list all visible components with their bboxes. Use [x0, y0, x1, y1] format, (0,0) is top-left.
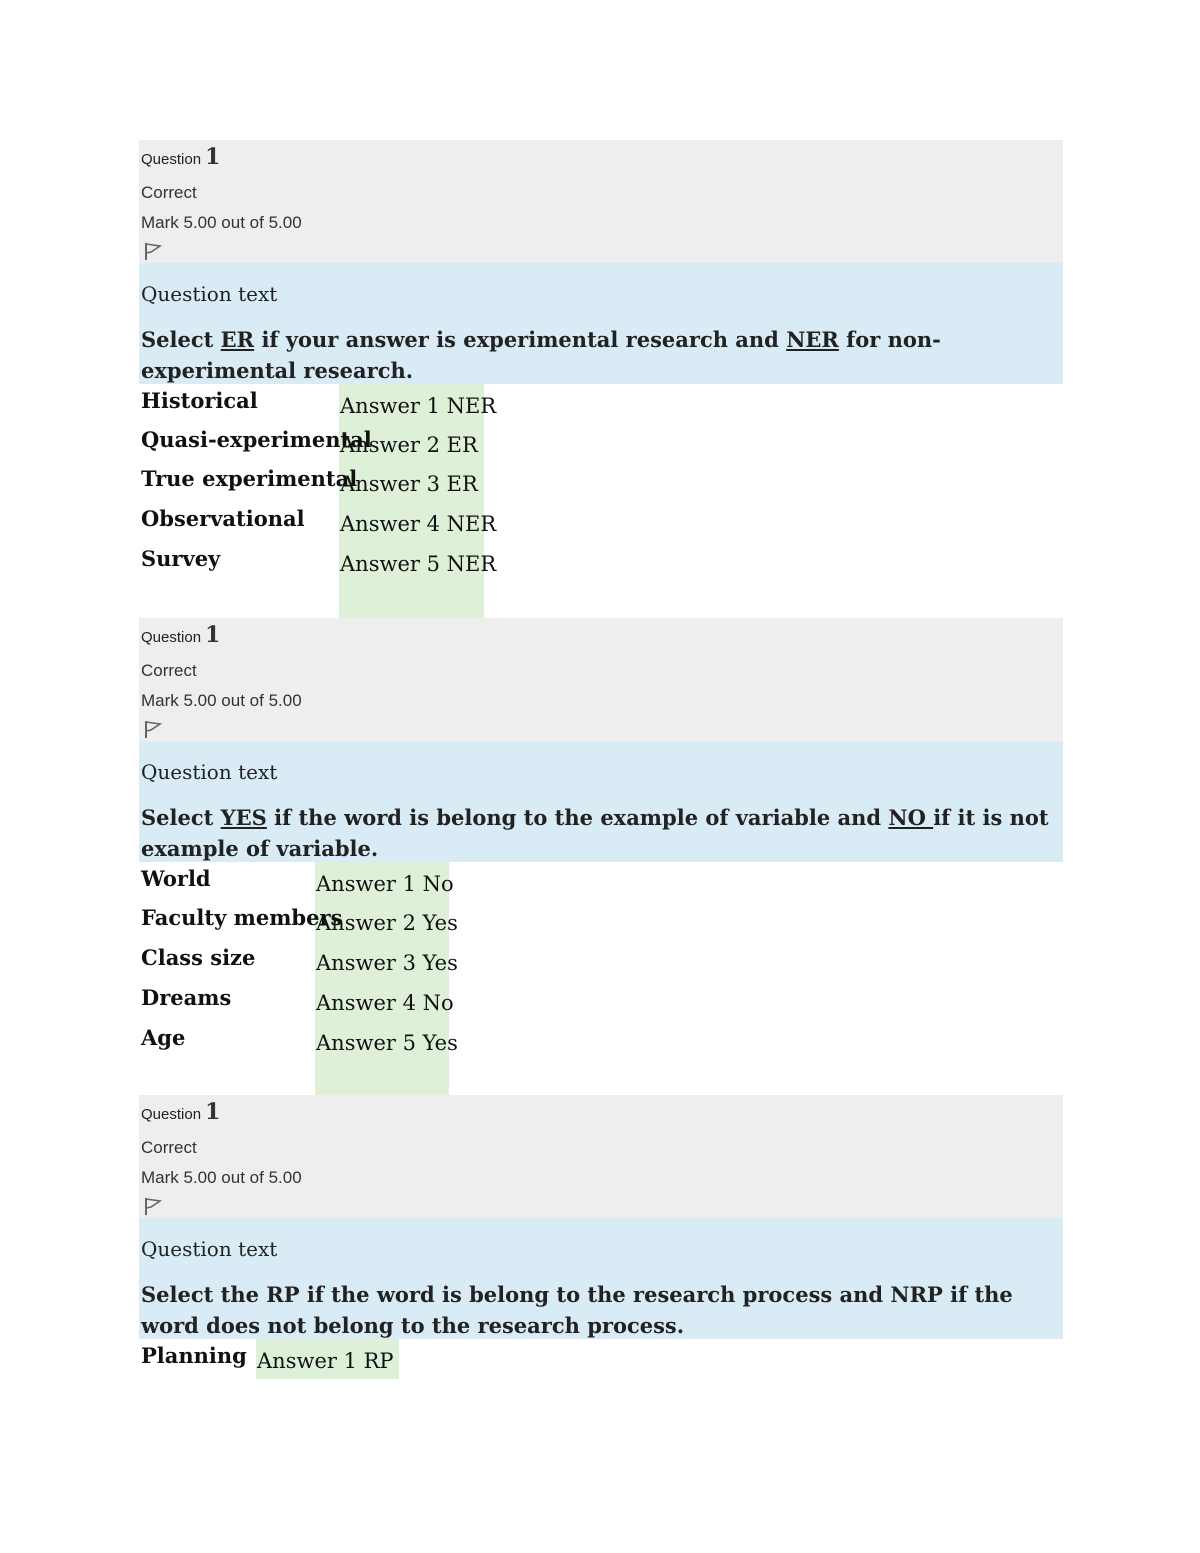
question-number — [141, 622, 220, 648]
flag-icon[interactable] — [143, 719, 163, 739]
answer-rows — [139, 384, 1063, 618]
row-stem: World — [141, 866, 211, 891]
question-grade: Mark 5.00 out of 5.00 — [141, 691, 302, 710]
question-state: Correct — [141, 661, 197, 680]
answer-select[interactable]: Answer 5 NER — [340, 552, 497, 576]
answer-select[interactable]: Answer 1 RP — [257, 1349, 394, 1373]
answer-rows — [139, 862, 1063, 1096]
question-block — [139, 140, 1063, 618]
answer-select[interactable]: Answer 3 Yes — [316, 951, 458, 975]
question-state: Correct — [141, 183, 197, 202]
question-text-label: Question text — [141, 760, 278, 784]
answer-select[interactable]: Answer 2 Yes — [316, 911, 458, 935]
answer-select[interactable]: Answer 4 No — [316, 991, 454, 1015]
prompt-underlined: ER — [220, 327, 255, 352]
question-number — [141, 1099, 220, 1125]
flag-icon[interactable] — [143, 241, 163, 261]
question-grade: Mark 5.00 out of 5.00 — [141, 1168, 302, 1187]
question-state: Correct — [141, 1138, 197, 1157]
question-text-box — [139, 263, 1063, 384]
answer-select[interactable]: Answer 3 ER — [340, 472, 478, 496]
row-stem: Faculty members — [141, 905, 343, 930]
row-stem: Observational — [141, 506, 305, 531]
answer-select[interactable]: Answer 4 NER — [340, 512, 497, 536]
question-text-box — [139, 1218, 1063, 1339]
prompt-part: if the word is belong to the example of variable and — [266, 805, 889, 830]
prompt-part: for non-experimental research. — [141, 327, 941, 383]
question-text-label: Question text — [141, 282, 278, 306]
prompt-part: Select the RP if the word is belong to the research process and NRP if the word does not belong to the research process. — [141, 1282, 1013, 1338]
question-number-value: 1 — [205, 622, 221, 648]
row-stem: Survey — [141, 546, 221, 571]
question-info — [139, 1095, 1063, 1218]
question-number-label: Question — [141, 629, 202, 646]
question-prompt — [141, 802, 1056, 864]
prompt-underlined: YES — [220, 805, 267, 830]
answer-select[interactable]: Answer 5 Yes — [316, 1031, 458, 1055]
question-prompt — [141, 324, 1056, 386]
question-number-value: 1 — [205, 144, 221, 170]
question-number — [141, 144, 220, 170]
prompt-underlined: NO — [888, 805, 934, 830]
question-block — [139, 618, 1063, 1096]
row-stem: Class size — [141, 945, 256, 970]
answer-select[interactable]: Answer 2 ER — [340, 433, 478, 457]
flag-icon[interactable] — [143, 1196, 163, 1216]
question-number-label: Question — [141, 151, 202, 168]
row-stem: True experimental — [141, 466, 358, 491]
row-stem: Age — [141, 1025, 186, 1050]
row-stem: Dreams — [141, 985, 232, 1010]
prompt-part: if it is not example of variable. — [141, 805, 1049, 861]
row-stem: Quasi-experimental — [141, 427, 372, 452]
question-number-value: 1 — [205, 1099, 221, 1125]
question-text-label: Question text — [141, 1237, 278, 1261]
prompt-part: Select — [141, 805, 221, 830]
question-block — [139, 1095, 1063, 1379]
question-info — [139, 140, 1063, 263]
answer-column-bg — [315, 862, 449, 1096]
question-text-box — [139, 741, 1063, 862]
answer-column-bg — [339, 384, 484, 618]
row-stem: Historical — [141, 388, 258, 413]
prompt-underlined: NER — [786, 327, 839, 352]
answer-rows — [139, 1339, 1063, 1379]
prompt-part: if your answer is experimental research and — [254, 327, 787, 352]
question-prompt — [141, 1279, 1056, 1341]
answer-select[interactable]: Answer 1 NER — [340, 394, 497, 418]
answer-select[interactable]: Answer 1 No — [316, 872, 454, 896]
prompt-part: Select — [141, 327, 221, 352]
question-grade: Mark 5.00 out of 5.00 — [141, 213, 302, 232]
question-info — [139, 618, 1063, 741]
row-stem: Planning — [141, 1343, 247, 1368]
question-number-label: Question — [141, 1106, 202, 1123]
